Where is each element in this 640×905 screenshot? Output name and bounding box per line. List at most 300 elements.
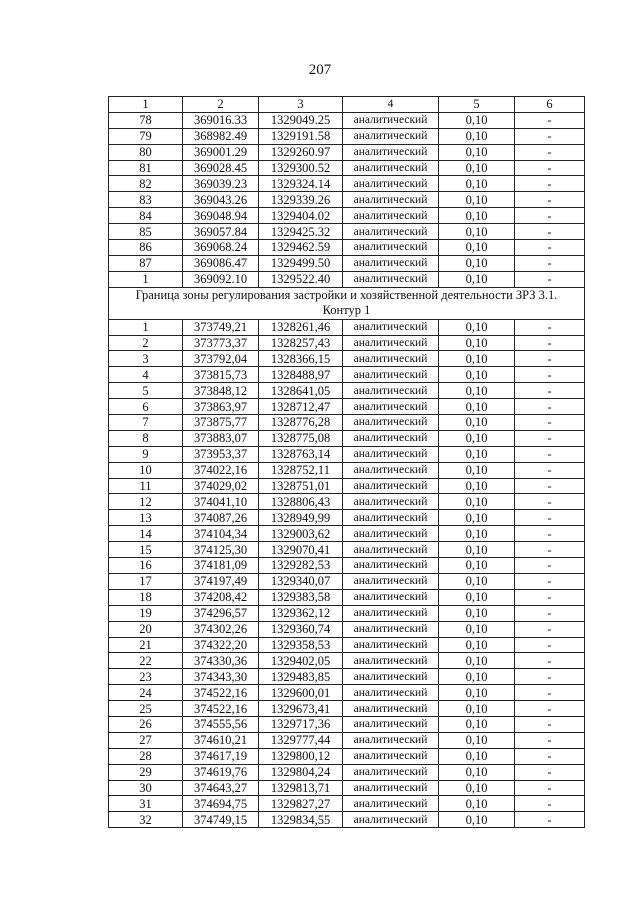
table-cell-col1: 22 <box>109 653 183 669</box>
table-cell-col1: 14 <box>109 526 183 542</box>
table-row <box>109 128 585 144</box>
table-cell-col3: 1329777,44 <box>259 732 343 748</box>
table-cell-col1: 1 <box>109 97 183 113</box>
table-cell-col1: 81 <box>109 160 183 176</box>
table-cell-col2: 374087,26 <box>183 510 259 526</box>
table-cell-col4: аналитический <box>343 621 439 637</box>
coordinates-table <box>108 96 585 828</box>
section-title-line1: Граница зоны регулирования застройки и хозяйственной деятельности ЗРЗ 3.1. <box>135 288 558 303</box>
table-row <box>109 112 585 128</box>
table-cell-col1: 11 <box>109 478 183 494</box>
table-cell-col3: 1329499.50 <box>259 255 343 271</box>
table-cell-col1: 80 <box>109 144 183 160</box>
table-row <box>109 510 585 526</box>
table-row <box>109 669 585 685</box>
table-cell-col5: 0,10 <box>439 224 515 240</box>
table-cell-col2: 368982.49 <box>183 128 259 144</box>
table-cell-col1: 26 <box>109 716 183 732</box>
table-row <box>109 383 585 399</box>
table-cell-col1: 9 <box>109 446 183 462</box>
table-cell-col5: 0,10 <box>439 446 515 462</box>
table-cell-col1: 10 <box>109 462 183 478</box>
page-number: 207 <box>308 62 332 78</box>
table-cell-col6: - <box>515 748 585 764</box>
table-cell-col4: аналитический <box>343 558 439 574</box>
section-header-row <box>109 287 585 319</box>
table-cell-col3: 1329402,05 <box>259 653 343 669</box>
table-cell-col3: 1328257,43 <box>259 335 343 351</box>
table-row <box>109 621 585 637</box>
table-cell-col3: 1328488,97 <box>259 367 343 383</box>
table-cell-col2: 369092.10 <box>183 271 259 287</box>
table-cell-col3: 1328366,15 <box>259 351 343 367</box>
table-cell-col2: 374022,16 <box>183 462 259 478</box>
table-cell-col6: - <box>515 542 585 558</box>
table-cell-col5: 0,10 <box>439 176 515 192</box>
table-cell-col6: - <box>515 462 585 478</box>
table-cell-col5: 0,10 <box>439 415 515 431</box>
table-cell-col3: 1329813,71 <box>259 780 343 796</box>
table-cell-col4: аналитический <box>343 271 439 287</box>
table-row <box>109 653 585 669</box>
table-cell-col6: - <box>515 255 585 271</box>
table-cell-col6: - <box>515 430 585 446</box>
table-cell-col4: аналитический <box>343 494 439 510</box>
table-row <box>109 701 585 717</box>
table-cell-col2: 374749,15 <box>183 812 259 828</box>
table-cell-col4: аналитический <box>343 255 439 271</box>
table-cell-col1: 3 <box>109 351 183 367</box>
table-cell-col4: аналитический <box>343 415 439 431</box>
table-row <box>109 526 585 542</box>
table-cell-col6: - <box>515 573 585 589</box>
table-cell-col2: 2 <box>183 97 259 113</box>
table-cell-col1: 8 <box>109 430 183 446</box>
table-cell-col3: 1329462.59 <box>259 240 343 256</box>
table-row <box>109 732 585 748</box>
table-cell-col1: 31 <box>109 796 183 812</box>
table-cell-col2: 374104,34 <box>183 526 259 542</box>
table-cell-col3: 1328752,11 <box>259 462 343 478</box>
table-cell-col3: 1329358,53 <box>259 637 343 653</box>
table-cell-col4: аналитический <box>343 367 439 383</box>
table-cell-col1: 28 <box>109 748 183 764</box>
table-cell-col4: аналитический <box>343 446 439 462</box>
table-row <box>109 764 585 780</box>
table-cell-col3: 1329300.52 <box>259 160 343 176</box>
table-cell-col2: 373848,12 <box>183 383 259 399</box>
table-row <box>109 144 585 160</box>
table-row <box>109 176 585 192</box>
table-cell-col5: 0,10 <box>439 621 515 637</box>
table-cell-col3: 1329522.40 <box>259 271 343 287</box>
table-cell-col1: 20 <box>109 621 183 637</box>
table-cell-col5: 0,10 <box>439 240 515 256</box>
table-cell-col5: 0,10 <box>439 796 515 812</box>
table-cell-col3: 1329324.14 <box>259 176 343 192</box>
table-cell-col3: 1328949,99 <box>259 510 343 526</box>
table-row <box>109 160 585 176</box>
table-cell-col5: 0,10 <box>439 764 515 780</box>
table-cell-col6: - <box>515 510 585 526</box>
table-cell-col6: - <box>515 271 585 287</box>
table-row <box>109 494 585 510</box>
table-cell-col6: - <box>515 192 585 208</box>
table-row <box>109 685 585 701</box>
table-cell-col2: 373773,37 <box>183 335 259 351</box>
table-row <box>109 573 585 589</box>
table-cell-col2: 369028.45 <box>183 160 259 176</box>
table-cell-col2: 373875,77 <box>183 415 259 431</box>
table-cell-col5: 0,10 <box>439 812 515 828</box>
table-cell-col3: 1329282,53 <box>259 558 343 574</box>
table-cell-col2: 374302,26 <box>183 621 259 637</box>
table-cell-col6: - <box>515 224 585 240</box>
table-cell-col5: 0,10 <box>439 335 515 351</box>
table-row <box>109 462 585 478</box>
table-cell-col2: 374029,02 <box>183 478 259 494</box>
table-cell-col2: 369068.24 <box>183 240 259 256</box>
table-cell-col1: 79 <box>109 128 183 144</box>
table-row <box>109 240 585 256</box>
table-cell-col1: 13 <box>109 510 183 526</box>
table-cell-col3: 1329827,27 <box>259 796 343 812</box>
table-cell-col6: - <box>515 128 585 144</box>
table-cell-col2: 374197,49 <box>183 573 259 589</box>
table-row <box>109 271 585 287</box>
table-cell-col4: аналитический <box>343 430 439 446</box>
table-cell-col5: 0,10 <box>439 510 515 526</box>
table-cell-col3: 3 <box>259 97 343 113</box>
table-cell-col2: 373953,37 <box>183 446 259 462</box>
table-cell-col5: 5 <box>439 97 515 113</box>
table-cell-col4: аналитический <box>343 510 439 526</box>
table-cell-col3: 1329834,55 <box>259 812 343 828</box>
table-cell-col2: 369001.29 <box>183 144 259 160</box>
table-cell-col2: 373749,21 <box>183 319 259 335</box>
table-cell-col6: - <box>515 494 585 510</box>
table-cell-col1: 25 <box>109 701 183 717</box>
table-cell-col4: аналитический <box>343 701 439 717</box>
table-cell-col1: 6 <box>109 399 183 415</box>
table-cell-col3: 1329260.97 <box>259 144 343 160</box>
table-row <box>109 605 585 621</box>
table-cell-col1: 12 <box>109 494 183 510</box>
table-cell-col6: - <box>515 796 585 812</box>
table-cell-col5: 0,10 <box>439 653 515 669</box>
table-cell-col4: аналитический <box>343 383 439 399</box>
table-cell-col1: 17 <box>109 573 183 589</box>
table-cell-col5: 0,10 <box>439 112 515 128</box>
table-cell-col5: 0,10 <box>439 208 515 224</box>
table-cell-col6: - <box>515 685 585 701</box>
table-cell-col6: - <box>515 812 585 828</box>
table-cell-col3: 1328641,05 <box>259 383 343 399</box>
table-cell-col6: - <box>515 367 585 383</box>
table-cell-col2: 369043.26 <box>183 192 259 208</box>
table-cell-col6: - <box>515 589 585 605</box>
table-cell-col4: 4 <box>343 97 439 113</box>
table-cell-col3: 1329800,12 <box>259 748 343 764</box>
table-cell-col6: - <box>515 383 585 399</box>
table-cell-col1: 7 <box>109 415 183 431</box>
table-cell-col6: - <box>515 478 585 494</box>
table-row <box>109 208 585 224</box>
table-cell-col2: 374522,16 <box>183 685 259 701</box>
table-cell-col1: 21 <box>109 637 183 653</box>
table-cell-col2: 373863,97 <box>183 399 259 415</box>
table-cell-col1: 86 <box>109 240 183 256</box>
table-cell-col1: 32 <box>109 812 183 828</box>
table-cell-col3: 1329717,36 <box>259 716 343 732</box>
table-cell-col6: - <box>515 653 585 669</box>
table-cell-col3: 1328775,08 <box>259 430 343 446</box>
table-row <box>109 319 585 335</box>
table-cell-col5: 0,10 <box>439 716 515 732</box>
table-row <box>109 351 585 367</box>
table-cell-col6: - <box>515 780 585 796</box>
table-cell-col3: 1328806,43 <box>259 494 343 510</box>
table-cell-col5: 0,10 <box>439 367 515 383</box>
table-cell-col5: 0,10 <box>439 128 515 144</box>
table-cell-col6: - <box>515 399 585 415</box>
table-cell-col1: 4 <box>109 367 183 383</box>
table-cell-col4: аналитический <box>343 748 439 764</box>
table-cell-col4: аналитический <box>343 144 439 160</box>
table-cell-col6: - <box>515 415 585 431</box>
table-cell-col6: - <box>515 637 585 653</box>
table-cell-col6: 6 <box>515 97 585 113</box>
table-cell-col2: 374643,27 <box>183 780 259 796</box>
table-cell-col3: 1328763,14 <box>259 446 343 462</box>
table-cell-col6: - <box>515 351 585 367</box>
table-cell-col3: 1329804,24 <box>259 764 343 780</box>
table-cell-col4: аналитический <box>343 160 439 176</box>
table-cell-col1: 30 <box>109 780 183 796</box>
table-cell-col1: 27 <box>109 732 183 748</box>
table-cell-col5: 0,10 <box>439 255 515 271</box>
table-cell-col2: 374208,42 <box>183 589 259 605</box>
table-cell-col4: аналитический <box>343 399 439 415</box>
table-cell-col4: аналитический <box>343 192 439 208</box>
table-cell-col6: - <box>515 621 585 637</box>
table-cell-col5: 0,10 <box>439 526 515 542</box>
table-cell-col6: - <box>515 558 585 574</box>
table-cell-col1: 1 <box>109 271 183 287</box>
table-cell-col2: 373792,04 <box>183 351 259 367</box>
table-cell-col5: 0,10 <box>439 685 515 701</box>
table-cell-col3: 1328751,01 <box>259 478 343 494</box>
table-cell-col4: аналитический <box>343 573 439 589</box>
table-cell-col2: 373883,07 <box>183 430 259 446</box>
table-cell-col3: 1329049.25 <box>259 112 343 128</box>
table-cell-col4: аналитический <box>343 128 439 144</box>
table-cell-col5: 0,10 <box>439 558 515 574</box>
table-row <box>109 716 585 732</box>
table-cell-col3: 1329070,41 <box>259 542 343 558</box>
table-cell-col5: 0,10 <box>439 748 515 764</box>
table-cell-col6: - <box>515 669 585 685</box>
table-cell-col4: аналитический <box>343 462 439 478</box>
table-cell-col6: - <box>515 240 585 256</box>
table-cell-col3: 1329191.58 <box>259 128 343 144</box>
table-cell-col4: аналитический <box>343 319 439 335</box>
table-row <box>109 224 585 240</box>
table-cell-col2: 369057.84 <box>183 224 259 240</box>
table-cell-col3: 1329340,07 <box>259 573 343 589</box>
table-cell-col5: 0,10 <box>439 494 515 510</box>
table-row <box>109 589 585 605</box>
table-row <box>109 399 585 415</box>
table-cell-col4: аналитический <box>343 351 439 367</box>
table-row <box>109 430 585 446</box>
table-cell-col4: аналитический <box>343 478 439 494</box>
table-cell-col4: аналитический <box>343 637 439 653</box>
table-cell-col4: аналитический <box>343 780 439 796</box>
table-cell-col2: 374125,30 <box>183 542 259 558</box>
table-cell-col1: 78 <box>109 112 183 128</box>
table-row <box>109 558 585 574</box>
table-cell-col2: 374181,09 <box>183 558 259 574</box>
table-cell-col1: 2 <box>109 335 183 351</box>
table-row <box>109 542 585 558</box>
table-row <box>109 637 585 653</box>
table-cell-col4: аналитический <box>343 716 439 732</box>
table-cell-col4: аналитический <box>343 224 439 240</box>
table-cell-col6: - <box>515 144 585 160</box>
table-cell-col5: 0,10 <box>439 144 515 160</box>
table-cell-col6: - <box>515 208 585 224</box>
table-cell-col4: аналитический <box>343 812 439 828</box>
table-cell-col1: 15 <box>109 542 183 558</box>
table-row <box>109 367 585 383</box>
table-cell-col3: 1329425.32 <box>259 224 343 240</box>
table-cell-col1: 87 <box>109 255 183 271</box>
table-cell-col2: 374619,76 <box>183 764 259 780</box>
table-cell-col5: 0,10 <box>439 462 515 478</box>
table-cell-col2: 374041,10 <box>183 494 259 510</box>
table-cell-col5: 0,10 <box>439 319 515 335</box>
table-cell-col3: 1329003,62 <box>259 526 343 542</box>
table-cell-col5: 0,10 <box>439 637 515 653</box>
table-cell-col1: 29 <box>109 764 183 780</box>
table-cell-col1: 85 <box>109 224 183 240</box>
table-cell-col6: - <box>515 701 585 717</box>
table-cell-col3: 1329673,41 <box>259 701 343 717</box>
table-cell-col1: 83 <box>109 192 183 208</box>
table-cell-col6: - <box>515 732 585 748</box>
table-cell-col2: 369016.33 <box>183 112 259 128</box>
table-cell-col3: 1329404.02 <box>259 208 343 224</box>
table-cell-col4: аналитический <box>343 732 439 748</box>
table-cell-col4: аналитический <box>343 685 439 701</box>
table-cell-col5: 0,10 <box>439 732 515 748</box>
table-cell-col5: 0,10 <box>439 192 515 208</box>
table-row <box>109 748 585 764</box>
section-title <box>109 287 585 319</box>
table-cell-col5: 0,10 <box>439 605 515 621</box>
table-cell-col1: 1 <box>109 319 183 335</box>
table-cell-col3: 1328261,46 <box>259 319 343 335</box>
table-cell-col1: 5 <box>109 383 183 399</box>
table-cell-col5: 0,10 <box>439 573 515 589</box>
table-cell-col6: - <box>515 605 585 621</box>
table-cell-col4: аналитический <box>343 653 439 669</box>
table-cell-col5: 0,10 <box>439 271 515 287</box>
table-row <box>109 446 585 462</box>
table-cell-col6: - <box>515 446 585 462</box>
table-cell-col5: 0,10 <box>439 589 515 605</box>
table-cell-col3: 1329483,85 <box>259 669 343 685</box>
table-cell-col4: аналитический <box>343 176 439 192</box>
table-cell-col4: аналитический <box>343 240 439 256</box>
table-cell-col1: 19 <box>109 605 183 621</box>
table-cell-col4: аналитический <box>343 796 439 812</box>
table-cell-col3: 1328776,28 <box>259 415 343 431</box>
table-cell-col6: - <box>515 335 585 351</box>
table-cell-col2: 374555,56 <box>183 716 259 732</box>
table-cell-col2: 369039.23 <box>183 176 259 192</box>
table-cell-col5: 0,10 <box>439 701 515 717</box>
table-row <box>109 192 585 208</box>
section-title-line2: Контур 1 <box>322 303 371 318</box>
table-cell-col1: 18 <box>109 589 183 605</box>
table-cell-col6: - <box>515 112 585 128</box>
table-cell-col5: 0,10 <box>439 780 515 796</box>
table-cell-col1: 16 <box>109 558 183 574</box>
table-cell-col3: 1329383,58 <box>259 589 343 605</box>
table-row <box>109 812 585 828</box>
table-cell-col6: - <box>515 176 585 192</box>
table-cell-col4: аналитический <box>343 605 439 621</box>
table-header-row <box>109 97 585 113</box>
table-cell-col4: аналитический <box>343 669 439 685</box>
table-cell-col5: 0,10 <box>439 160 515 176</box>
table-cell-col5: 0,10 <box>439 351 515 367</box>
table-cell-col2: 374322,20 <box>183 637 259 653</box>
table-cell-col5: 0,10 <box>439 430 515 446</box>
table-cell-col4: аналитический <box>343 764 439 780</box>
table-cell-col2: 374694,75 <box>183 796 259 812</box>
table-cell-col1: 82 <box>109 176 183 192</box>
table-cell-col6: - <box>515 160 585 176</box>
table-cell-col4: аналитический <box>343 112 439 128</box>
table-cell-col4: аналитический <box>343 526 439 542</box>
table-cell-col2: 374522,16 <box>183 701 259 717</box>
table-cell-col6: - <box>515 716 585 732</box>
table-cell-col2: 373815,73 <box>183 367 259 383</box>
table-cell-col3: 1328712,47 <box>259 399 343 415</box>
table-cell-col4: аналитический <box>343 589 439 605</box>
table-cell-col2: 369048.94 <box>183 208 259 224</box>
table-cell-col5: 0,10 <box>439 669 515 685</box>
table-cell-col2: 374610,21 <box>183 732 259 748</box>
table-cell-col5: 0,10 <box>439 399 515 415</box>
table-cell-col3: 1329339.26 <box>259 192 343 208</box>
table-row <box>109 478 585 494</box>
table-cell-col4: аналитический <box>343 335 439 351</box>
table-cell-col5: 0,10 <box>439 383 515 399</box>
table-cell-col1: 23 <box>109 669 183 685</box>
table-cell-col2: 374330,36 <box>183 653 259 669</box>
table-cell-col1: 24 <box>109 685 183 701</box>
table-cell-col5: 0,10 <box>439 478 515 494</box>
table-row <box>109 335 585 351</box>
table-row <box>109 255 585 271</box>
table-cell-col2: 374617,19 <box>183 748 259 764</box>
table-row <box>109 796 585 812</box>
table-cell-col3: 1329600,01 <box>259 685 343 701</box>
